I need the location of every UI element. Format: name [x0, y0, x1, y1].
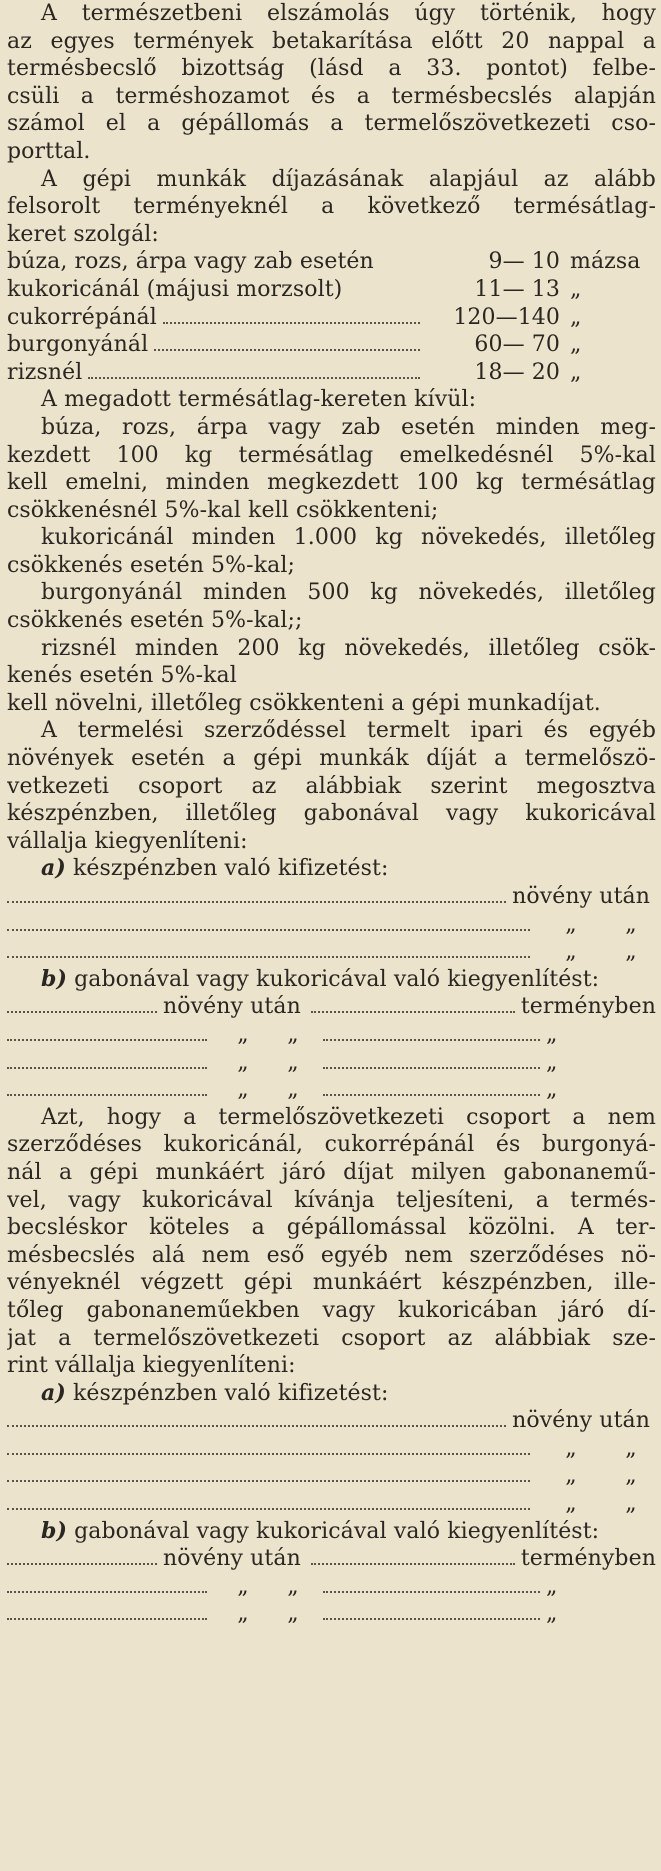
option-letter: b) — [41, 965, 67, 992]
dotted-blank — [7, 1094, 207, 1096]
crop-label: terményben — [520, 994, 656, 1020]
dotted-blank — [7, 1453, 530, 1455]
text-line: termésbecslő bizottság (lásd a 33. pontot) felbe- — [7, 56, 656, 82]
yield-rate-table — [7, 248, 656, 386]
fill-row — [7, 993, 656, 1021]
text-line: az egyes termények betakarítása előtt 20 nappal a — [7, 28, 656, 54]
dotted-blank — [323, 1039, 540, 1041]
option-text: gabonával vagy kukoricával való kiegyenlítést: — [74, 1518, 600, 1544]
ditto-mark: „ — [625, 1491, 637, 1517]
fill-row — [7, 1490, 656, 1518]
text-line: szerződéses kukoricánál, cukorrépánál és burgonyá- — [7, 1132, 656, 1158]
text-line: csökkenésnél 5%-kal kell csökkenteni; — [7, 497, 439, 523]
fill-row — [7, 1462, 656, 1490]
dotted-blank — [7, 1011, 157, 1013]
text-line: Azt, hogy a termelőszövetkezeti csoport a nem — [41, 1104, 656, 1130]
text-line: becsléskor köteles a gépállomással közölni. A ter- — [7, 1215, 656, 1241]
text-line: mésbecslés alá nem eső egyéb nem szerződéses nö- — [7, 1242, 656, 1268]
ditto-mark: „ — [287, 1573, 299, 1599]
dotted-blank — [7, 1618, 207, 1620]
option-text: gabonával vagy kukoricával való kiegyenlítést: — [74, 966, 600, 992]
fill-row — [7, 1021, 656, 1049]
option-text: készpénzben való kifizetést: — [72, 1380, 389, 1406]
ditto-mark: „ — [625, 1435, 637, 1461]
text-line: búza, rozs, árpa vagy zab esetén minden meg- — [41, 414, 656, 440]
ditto-mark: „ — [237, 1021, 249, 1047]
plant-label: növény után — [512, 884, 650, 909]
fill-row — [7, 1407, 656, 1435]
rate-unit: mázsa — [570, 249, 641, 275]
text-line: vetkezeti csoport az alábbiak szerint megosztva — [7, 773, 656, 799]
text-line: számol el a gépállomás a termelőszövetkezeti cso- — [7, 111, 656, 137]
text-line: növények esetén a gépi munkák díját a termelőszö- — [7, 746, 656, 772]
fill-row — [7, 1600, 656, 1628]
dotted-blank — [7, 1425, 506, 1427]
ditto-mark: „ — [237, 1573, 249, 1599]
option-a-heading — [7, 1380, 656, 1408]
ditto-mark: „ — [546, 1573, 558, 1599]
ditto-mark: „ — [565, 1463, 577, 1489]
fill-row — [7, 1049, 656, 1077]
dotted-blank — [7, 1563, 157, 1565]
fill-row — [7, 883, 656, 911]
dotted-blank — [7, 929, 530, 931]
option-b-heading — [7, 1518, 656, 1546]
paragraph-settlement — [7, 0, 656, 166]
dotted-blank — [7, 1591, 207, 1593]
text-line: vállalja kiegyenlíteni: — [7, 828, 248, 854]
paragraph-contract — [7, 717, 656, 1103]
text-line: felsorolt terményeknél a következő termésátlag- — [7, 194, 656, 220]
dotted-blank — [7, 1067, 207, 1069]
ditto-mark: „ — [625, 1463, 637, 1489]
text-line: keret szolgál: — [7, 221, 159, 247]
dotted-blank — [323, 1591, 540, 1593]
text-line: tőleg gabonaneműekben vagy kukoricában járó dí- — [7, 1297, 656, 1323]
rate-crop: burgonyánál — [7, 332, 149, 358]
rate-unit: „ — [570, 359, 582, 385]
ditto-mark: „ — [546, 1049, 558, 1075]
ditto-mark: „ — [546, 1021, 558, 1047]
ditto-mark: „ — [565, 1491, 577, 1517]
crop-label: terményben — [520, 1546, 656, 1572]
rate-range: 11— 13 — [474, 276, 560, 302]
dotted-blank — [7, 956, 530, 958]
ditto-mark: „ — [237, 1601, 249, 1627]
ditto-mark: „ — [546, 1077, 558, 1103]
text-line: kell növelni, illetőleg csökkenteni a gépi munkadíjat. — [7, 690, 601, 716]
dotted-blank — [7, 1480, 530, 1482]
text-line: jat a termelőszövetkezeti csoport az alábbiak sze- — [7, 1325, 656, 1351]
text-line: kezdett 100 kg termésátlag emelkedésnél 5%-kal — [7, 442, 656, 468]
text-line: nál a gépi munkáért járó díjat milyen gabonanemű- — [7, 1159, 656, 1185]
rate-range: 9— 10 — [488, 249, 560, 275]
text-line: kenés esetén 5%-kal — [7, 663, 237, 689]
rate-range: 18— 20 — [474, 359, 560, 385]
text-line: A gépi munkák díjazásának alapjául az alább — [41, 166, 656, 192]
text-line: csökkenés esetén 5%-kal; — [7, 552, 295, 578]
rate-range: 60— 70 — [474, 332, 560, 358]
text-line: A megadott termésátlag-kereten kívül: — [41, 387, 477, 413]
plant-label: növény után — [163, 994, 301, 1020]
option-text: készpénzben való kifizetést: — [72, 856, 389, 882]
rate-row-grain — [7, 248, 656, 276]
rate-row-potato — [7, 331, 656, 359]
option-letter: a) — [41, 1379, 66, 1406]
ditto-mark: „ — [287, 1021, 299, 1047]
paragraph-yield-frame — [7, 166, 656, 249]
fill-row — [7, 1435, 656, 1463]
ditto-mark: „ — [565, 911, 577, 937]
ditto-mark: „ — [546, 1601, 558, 1627]
fill-row — [7, 1573, 656, 1601]
option-a-heading — [7, 855, 656, 883]
ditto-mark: „ — [287, 1601, 299, 1627]
text-line: A termelési szerződéssel termelt ipari és egyéb — [41, 718, 656, 744]
ditto-mark: „ — [625, 911, 637, 937]
rate-crop: rizsnél — [7, 359, 83, 385]
fill-row — [7, 1545, 656, 1573]
ditto-mark: „ — [237, 1049, 249, 1075]
text-line: vel, vagy kukoricával kívánja teljesíteni, a termés- — [7, 1187, 656, 1213]
rate-row-sugarbeet — [7, 304, 656, 332]
paragraph-noncontract — [7, 1104, 656, 1628]
text-line: csüli a terméshozamot és a termésbecslés alapján — [7, 83, 656, 109]
dotted-blank — [7, 901, 506, 903]
plant-label: növény után — [512, 1408, 650, 1434]
rate-crop: búza, rozs, árpa vagy zab esetén — [7, 249, 374, 275]
fill-row — [7, 1076, 656, 1104]
rate-row-rice — [7, 359, 656, 387]
rate-unit: „ — [570, 276, 582, 302]
fill-row — [7, 911, 656, 939]
rate-row-corn — [7, 276, 656, 304]
text-line: burgonyánál minden 500 kg növekedés, illetőleg — [41, 580, 656, 606]
fill-row — [7, 938, 656, 966]
ditto-mark: „ — [287, 1049, 299, 1075]
text-line: csökkenés esetén 5%-kal;; — [7, 608, 303, 634]
rate-crop: kukoricánál (májusi morzsolt) — [7, 276, 343, 302]
dotted-blank — [323, 1094, 540, 1096]
dotted-blank — [323, 1067, 540, 1069]
dotted-blank — [323, 1618, 540, 1620]
dotted-leader — [88, 377, 420, 379]
paragraph-beyond-frame — [7, 386, 656, 717]
text-line: rint vállalja kiegyenlíteni: — [7, 1353, 296, 1379]
ditto-mark: „ — [287, 1077, 299, 1103]
ditto-mark: „ — [565, 1435, 577, 1461]
ditto-mark: „ — [625, 939, 637, 965]
plant-label: növény után — [163, 1546, 301, 1572]
dotted-blank — [7, 1039, 207, 1041]
dotted-blank — [311, 1563, 515, 1565]
dotted-leader — [154, 349, 420, 351]
ditto-mark: „ — [565, 939, 577, 965]
text-line: porttal. — [7, 138, 91, 164]
option-b-heading — [7, 966, 656, 994]
text-line: rizsnél minden 200 kg növekedés, illetőleg csök- — [41, 635, 656, 661]
text-line: vényeknél végzett gépi munkáért készpénzben, ille- — [7, 1270, 656, 1296]
text-line: A természetbeni elszámolás úgy történik, hogy — [41, 1, 656, 26]
ditto-mark: „ — [237, 1077, 249, 1103]
rate-unit: „ — [570, 304, 582, 330]
dotted-blank — [7, 1508, 530, 1510]
rate-unit: „ — [570, 332, 582, 358]
text-line: kell emelni, minden megkezdett 100 kg termésátlag — [7, 470, 656, 496]
dotted-blank — [311, 1011, 515, 1013]
text-line: kukoricánál minden 1.000 kg növekedés, illetőleg — [41, 525, 656, 551]
dotted-leader — [163, 322, 420, 324]
option-letter: b) — [41, 1517, 67, 1544]
rate-range: 120—140 — [453, 304, 560, 330]
text-line: készpénzben, illetőleg gabonával vagy kukoricával — [7, 801, 656, 827]
rate-crop: cukorrépánál — [7, 304, 157, 330]
option-letter: a) — [41, 855, 66, 882]
